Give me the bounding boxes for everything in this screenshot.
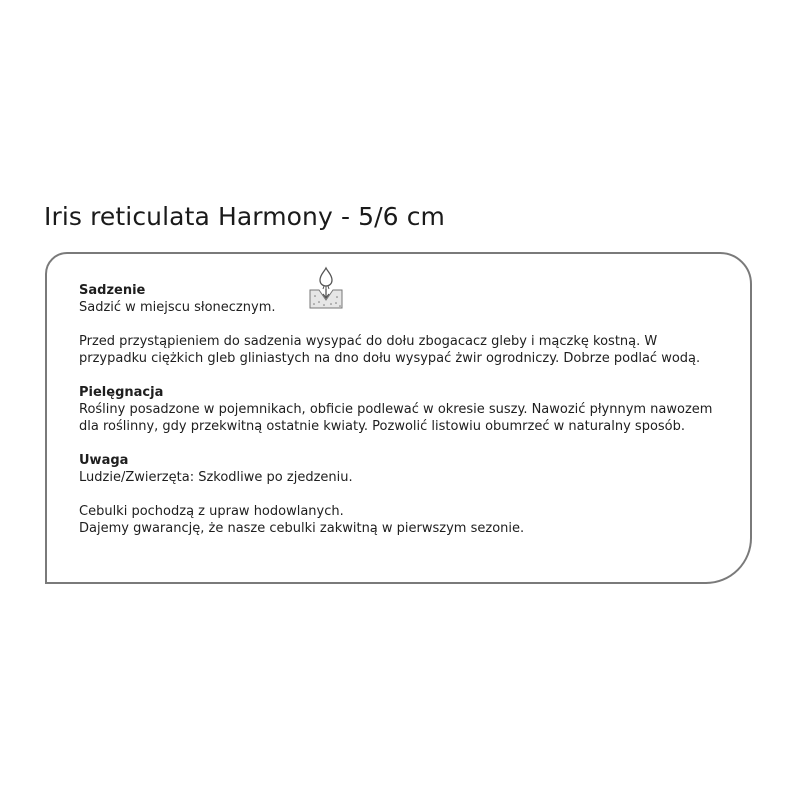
footer-section <box>79 503 729 537</box>
care-text: Rośliny posadzone w pojemnikach, obficie podlewać w okresie suszy. Nawozić płynnym nawozem dla roślinny, gdy przekwitną ostatnie kwiaty. Pozwolić listowiu obumrzeć w naturalny sposób. <box>79 402 713 434</box>
care-section <box>79 384 729 435</box>
info-card <box>45 252 752 584</box>
planting-line2: Przed przystąpieniem do sadzenia wysypać do dołu zbogacacz gleby i mączkę kostną. W przypadku ciężkich gleb gliniastych na dno dołu wysypać żwir ogrodniczy. Dobrze podlać wodą. <box>79 334 701 366</box>
card-content <box>79 282 729 554</box>
warning-text: Ludzie/Zwierzęta: Szkodliwe po zjedzeniu. <box>79 470 353 485</box>
planting-heading: Sadzenie <box>79 283 146 298</box>
planting-line1: Sadzić w miejscu słonecznym. <box>79 300 276 315</box>
warning-section <box>79 452 729 486</box>
footer-line1: Cebulki pochodzą z upraw hodowlanych. <box>79 504 344 519</box>
planting-section <box>79 282 729 316</box>
page-title: Iris reticulata Harmony - 5/6 cm <box>44 202 445 231</box>
care-heading: Pielęgnacja <box>79 385 164 400</box>
footer-line2: Dajemy gwarancję, że nasze cebulki zakwitną w pierwszym sezonie. <box>79 521 525 536</box>
warning-heading: Uwaga <box>79 453 129 468</box>
